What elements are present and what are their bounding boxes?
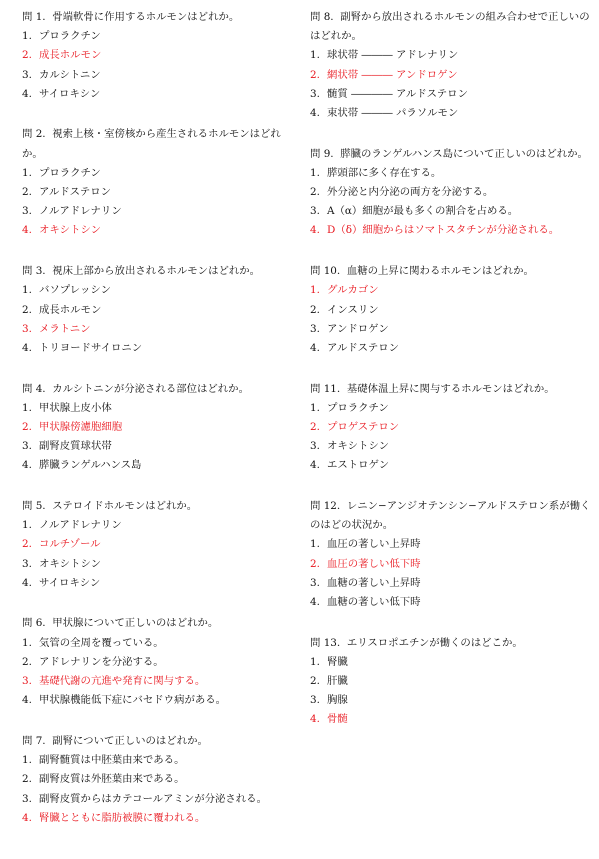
option-number: 3. (22, 322, 32, 335)
answer-option-correct (310, 281, 592, 300)
option-text: 胸腺 (327, 694, 348, 707)
option-text: 血糖の著しい上昇時 (327, 576, 421, 589)
option-number: 4. (22, 341, 32, 354)
answer-option-correct (22, 672, 290, 691)
question-block-3 (22, 262, 290, 358)
option-text: アルドステロン (39, 186, 112, 199)
option-text: 気管の全周を覆っている。 (39, 636, 164, 649)
option-text: カルシトニン (39, 68, 101, 81)
answer-option (22, 281, 290, 300)
answer-option-correct (22, 535, 290, 554)
option-text: 球状帯 ――― アドレナリン (327, 49, 459, 62)
answer-option (310, 399, 592, 418)
answer-option (310, 535, 592, 554)
question-block-9 (310, 145, 592, 241)
question-block-10 (310, 262, 592, 358)
option-text: プロラクチン (39, 166, 101, 179)
option-text: オキシトシン (39, 557, 101, 570)
option-text: 網状帯 ――― アンドロゲン (327, 68, 458, 81)
option-number: 3. (22, 440, 32, 453)
answer-option (310, 46, 592, 65)
answer-option-correct (310, 555, 592, 574)
answer-option (310, 593, 592, 612)
option-number: 4. (310, 224, 320, 237)
right-column (310, 8, 592, 751)
answer-option-correct (310, 710, 592, 729)
answer-option (22, 634, 290, 653)
option-text: 髄質 ―――― アルドステロン (327, 87, 468, 100)
question-title: 問 7. 副腎について正しいのはどれか。 (22, 734, 208, 747)
option-text: 血圧の著しい上昇時 (327, 538, 421, 551)
answer-option (22, 456, 290, 475)
option-text: 外分泌と内分泌の両方を分泌する。 (327, 186, 494, 199)
option-text: ノルアドレナリン (39, 519, 122, 532)
answer-option-correct (310, 418, 592, 437)
answer-option (310, 437, 592, 456)
option-text: ノルアドレナリン (39, 205, 122, 218)
answer-option (22, 770, 290, 789)
option-number: 4. (310, 713, 320, 726)
question-block-1 (22, 8, 290, 104)
option-number: 2. (22, 303, 32, 316)
answer-option (310, 164, 592, 183)
option-number: 3. (310, 694, 320, 707)
option-number: 1. (310, 166, 320, 179)
option-number: 1. (310, 49, 320, 62)
question-title: 問 6. 甲状腺について正しいのはどれか。 (22, 617, 219, 630)
option-text: アドレナリンを分泌する。 (39, 655, 164, 668)
answer-option (310, 320, 592, 339)
question-block-7 (22, 732, 290, 828)
answer-option (22, 653, 290, 672)
option-number: 4. (310, 106, 320, 119)
answer-option (22, 691, 290, 710)
option-number: 1. (22, 284, 32, 297)
answer-option (310, 202, 592, 221)
option-number: 1. (22, 754, 32, 767)
option-text: プロゲステロン (327, 420, 400, 433)
option-number: 4. (22, 576, 32, 589)
option-number: 1. (22, 636, 32, 649)
option-number: 4. (310, 595, 320, 608)
option-number: 4. (22, 694, 32, 707)
option-number: 1. (22, 519, 32, 532)
answer-option (22, 27, 290, 46)
option-text: プロラクチン (327, 401, 389, 414)
option-number: 1. (310, 401, 320, 414)
option-text: コルチゾール (39, 538, 101, 551)
option-text: 血圧の著しい低下時 (327, 557, 421, 570)
option-text: 腎臓 (327, 655, 348, 668)
question-title: 問 13. エリスロポエチンが働くのはどこか。 (310, 636, 523, 649)
option-text: 甲状腺機能低下症にバセドウ病がある。 (39, 694, 227, 707)
answer-option (310, 301, 592, 320)
option-text: アルドステロン (327, 341, 400, 354)
option-number: 3. (310, 87, 320, 100)
option-text: 副腎皮質からはカテコールアミンが分泌される。 (39, 792, 267, 805)
question-title: 問 11. 基礎体温上昇に関与するホルモンはどれか。 (310, 382, 555, 395)
question-title: 問 8. 副腎から放出されるホルモンの組み合わせで正しいのはどれか。 (310, 11, 590, 43)
option-number: 2. (22, 773, 32, 786)
answer-option (22, 339, 290, 358)
option-number: 1. (310, 538, 320, 551)
option-text: 甲状腺傍濾胞細胞 (39, 420, 123, 433)
answer-option (22, 574, 290, 593)
answer-option-correct (310, 221, 592, 240)
option-number: 2. (22, 420, 32, 433)
question-title: 問 9. 膵臓のランゲルハンス島について正しいのはどれか。 (310, 147, 588, 160)
answer-option (22, 202, 290, 221)
answer-option (22, 437, 290, 456)
option-number: 3. (310, 576, 320, 589)
question-block-6 (22, 614, 290, 710)
option-number: 3. (22, 205, 32, 218)
option-number: 2. (22, 49, 32, 62)
option-text: 基礎代謝の亢進や発育に関与する。 (39, 675, 206, 688)
option-text: インスリン (327, 303, 379, 316)
option-text: 束状帯 ――― パラソルモン (327, 106, 459, 119)
option-number: 1. (310, 284, 320, 297)
option-number: 4. (22, 224, 32, 237)
question-block-2 (22, 125, 290, 240)
option-text: A（α）細胞が最も多くの割合を占める。 (327, 205, 519, 218)
option-number: 4. (22, 87, 32, 100)
option-number: 2. (310, 675, 320, 688)
answer-option-correct (22, 221, 290, 240)
answer-option (310, 574, 592, 593)
answer-option (22, 751, 290, 770)
question-title: 問 12. レニン−アンジオテンシン−アルドステロン系が働くのはどの状況か。 (310, 500, 591, 532)
option-number: 1. (310, 655, 320, 668)
question-block-5 (22, 497, 290, 593)
option-number: 4. (310, 459, 320, 472)
question-block-13 (310, 634, 592, 730)
option-text: 血糖の著しい低下時 (327, 595, 421, 608)
option-text: 副腎皮質は外胚葉由来である。 (39, 773, 185, 786)
answer-option (22, 183, 290, 202)
option-text: サイロキシン (39, 576, 101, 589)
option-text: 膵頭部に多く存在する。 (327, 166, 442, 179)
option-number: 2. (310, 420, 320, 433)
answer-option (310, 653, 592, 672)
question-title: 問 10. 血糖の上昇に関わるホルモンはどれか。 (310, 265, 534, 278)
option-number: 3. (310, 440, 320, 453)
option-number: 3. (310, 205, 320, 218)
answer-option (22, 399, 290, 418)
question-block-12 (310, 497, 592, 612)
option-text: グルカゴン (327, 284, 379, 297)
option-text: メラトニン (39, 322, 91, 335)
option-text: オキシトシン (39, 224, 101, 237)
question-title: 問 4. カルシトニンが分泌される部位はどれか。 (22, 382, 249, 395)
option-text: サイロキシン (39, 87, 101, 100)
option-number: 4. (310, 341, 320, 354)
question-title: 問 2. 視索上核・室傍核から産生されるホルモンはどれか。 (22, 128, 281, 160)
option-number: 2. (22, 186, 32, 199)
question-title: 問 5. ステロイドホルモンはどれか。 (22, 500, 198, 513)
option-number: 4. (22, 811, 32, 824)
option-number: 3. (22, 557, 32, 570)
answer-option-correct (22, 320, 290, 339)
question-title: 問 1. 骨端軟骨に作用するホルモンはどれか。 (22, 11, 240, 23)
option-text: 副腎皮質球状帯 (39, 440, 112, 453)
answer-option (310, 691, 592, 710)
option-text: D（δ）細胞からはソマトスタチンが分泌される。 (327, 224, 560, 237)
question-title: 問 3. 視床上部から放出されるホルモンはどれか。 (22, 265, 261, 278)
answer-option (22, 555, 290, 574)
option-number: 2. (310, 557, 320, 570)
option-number: 2. (310, 68, 320, 81)
left-column (22, 8, 290, 849)
answer-option (310, 104, 592, 123)
option-text: バソプレッシン (39, 284, 111, 297)
option-number: 1. (22, 401, 32, 414)
option-number: 3. (22, 792, 32, 805)
question-block-4 (22, 380, 290, 476)
answer-option (310, 456, 592, 475)
question-block-8 (310, 8, 592, 123)
answer-option (22, 516, 290, 535)
option-text: トリヨードサイロニン (39, 341, 143, 354)
option-text: 膵臓ランゲルハンス島 (39, 459, 142, 472)
option-number: 2. (310, 303, 320, 316)
answer-option-correct (22, 809, 290, 828)
option-number: 1. (22, 30, 32, 43)
option-number: 1. (22, 166, 32, 179)
option-number: 2. (22, 538, 32, 551)
option-number: 3. (22, 675, 32, 688)
answer-option (310, 85, 592, 104)
option-text: 骨髄 (327, 713, 348, 726)
answer-option (310, 339, 592, 358)
option-text: プロラクチン (39, 30, 101, 43)
answer-option (22, 66, 290, 85)
option-text: 成長ホルモン (39, 49, 102, 62)
option-number: 4. (22, 459, 32, 472)
option-text: 甲状腺上皮小体 (39, 401, 112, 414)
answer-option (22, 790, 290, 809)
option-number: 2. (22, 655, 32, 668)
option-number: 3. (310, 322, 320, 335)
option-text: 副腎髄質は中胚葉由来である。 (39, 754, 185, 767)
answer-option (22, 85, 290, 104)
answer-option-correct (22, 46, 290, 65)
option-text: 肝臓 (327, 675, 348, 688)
answer-option (310, 183, 592, 202)
option-number: 3. (22, 68, 32, 81)
question-block-11 (310, 380, 592, 476)
option-text: オキシトシン (327, 440, 389, 453)
answer-option (22, 164, 290, 183)
answer-option (22, 301, 290, 320)
option-text: 成長ホルモン (39, 303, 102, 316)
option-number: 2. (310, 186, 320, 199)
option-text: エストロゲン (327, 459, 390, 472)
answer-option-correct (310, 66, 592, 85)
option-text: 腎臓とともに脂肪被膜に覆われる。 (39, 811, 206, 824)
option-text: アンドロゲン (327, 322, 389, 335)
answer-option (310, 672, 592, 691)
answer-option-correct (22, 418, 290, 437)
